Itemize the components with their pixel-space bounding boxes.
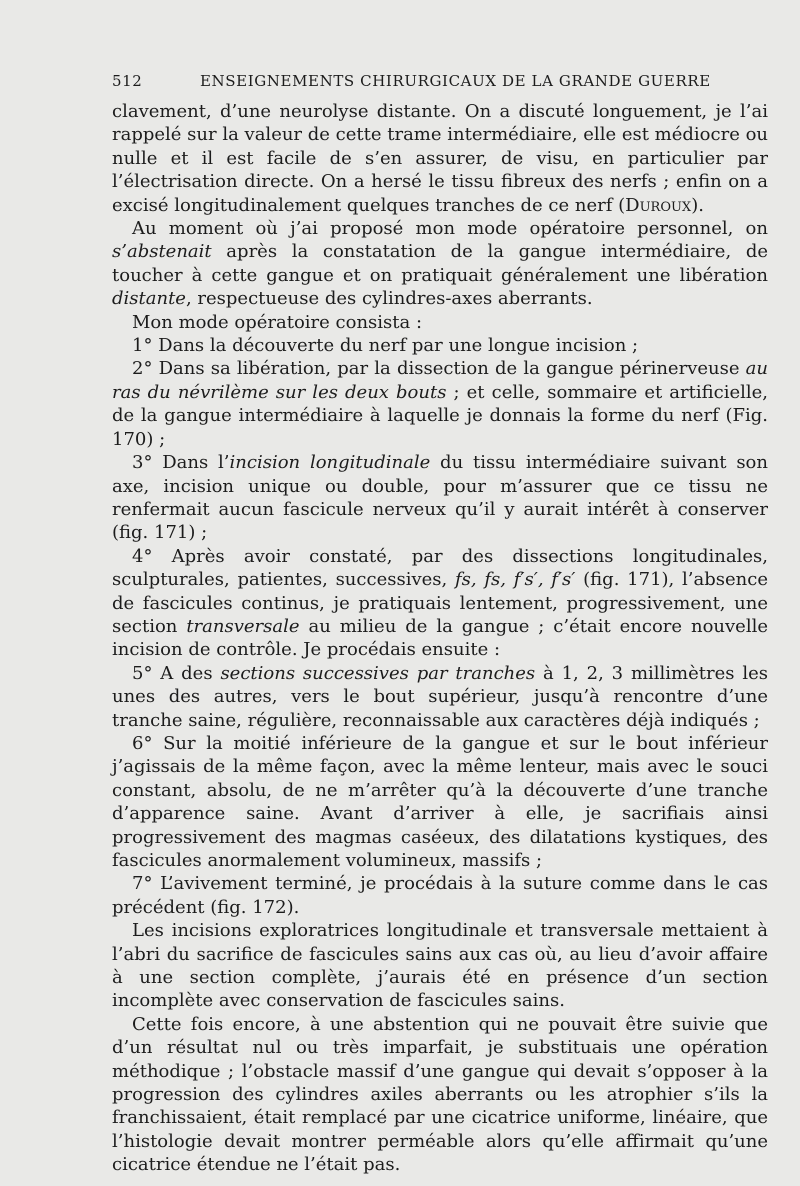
list-item: 7° L’avivement terminé, je procédais à la suture comme dans le cas précédent (fig. 172). bbox=[112, 873, 768, 918]
emphasis: fs, fs, f′s′, f′s′ bbox=[455, 569, 576, 591]
list-item: 3° Dans l’incision longitudinale du tissu intermédiaire suivant son axe, incision unique ou double, pour m’assurer que ce tissu ne renfermait aucun fascicule nerveux qu’il y aurait intérêt à conserver (fig. 171) ; bbox=[112, 452, 768, 544]
list-item: 2° Dans sa libération, par la dissection de la gangue périnerveuse au ras du névrilème sur les deux bouts ; et celle, sommaire et artificielle, de la gangue intermédiaire à laquelle je donnais la forme du nerf (Fig. 170) ; bbox=[112, 358, 769, 450]
paragraph: Au moment où j’ai proposé mon mode opératoire personnel, on s’abstenait après la constatation de la gangue intermédiaire, de toucher à cette gangue et on pratiquait généralement une libération distante, respectueuse des cylindres-axes aberrants. bbox=[112, 218, 768, 310]
paragraph-continuation: clavement, d’une neurolyse distante. On a discuté longuement, je l’ai rappelé sur la valeur de cette trame intermédiaire, elle est médiocre ou nulle et il est facile de s’en assurer, de visu, en particulier par l’électrisation directe. On a hersé le tissu fibreux des nerfs ; enfin on a excisé longitudinalement quelques tranches de ce nerf (Duroux). bbox=[112, 101, 768, 216]
paragraph: Les incisions exploratrices longitudinale et transversale mettaient à l’abri du sacrifice de fascicules sains aux cas où, au lieu d’avoir affaire à une section complète, j’aurais été en présence d’un section incomplète avec conservation de fascicules sains. bbox=[112, 920, 768, 1012]
list-item: 4° Après avoir constaté, par des dissections longitudinales, sculpturales, patientes, successives, fs, fs, f′s′, f′s′ (fig. 171), l’absence de fascicules continus, je pratiquais lentement, progressivement, une section transversale au milieu de la gangue ; c’était encore nouvelle incision de contrôle. Je procédais ensuite : bbox=[112, 545, 768, 661]
list-item: 1° Dans la découverte du nerf par une longue incision ; bbox=[132, 335, 639, 357]
emphasis: au ras du névrilème sur les deux bouts bbox=[112, 358, 768, 403]
running-header bbox=[112, 72, 752, 96]
emphasis: incision longitudinale bbox=[229, 452, 431, 474]
list-item: 5° A des sections successives par tranches à 1, 2, 3 millimètres les unes des autres, vers le bout supérieur, jusqu’à rencontre d’une tranche saine, régulière, reconnaissable aux caractères déjà indiqués ; bbox=[112, 662, 769, 731]
emphasis: distante bbox=[112, 288, 186, 310]
emphasis: transversale bbox=[186, 615, 300, 637]
emphasis: sections successives par tranches bbox=[220, 662, 536, 684]
page-number: 512 bbox=[112, 72, 143, 90]
list-item: 6° Sur la moitié inférieure de la gangue et sur le bout inférieur j’agissais de la même façon, avec la même lenteur, mais avec le souci constant, absolu, de ne m’arrêter qu’à la découverte d’une tranche d’apparence saine. Avant d’arriver à elle, je sacrifiais ainsi progressivement des magmas caséeux, des dilatations kystiques, des fascicules anormalement volumineux, massifs ; bbox=[112, 732, 768, 871]
paragraph: Cette fois encore, à une abstention qui ne pouvait être suivie que d’un résultat nul ou très imparfait, je substituais une opération méthodique ; l’obstacle massif d’une gangue qui devait s’opposer à la progression des cylindres axiles aberrants ou les atrophier s’ils la franchissaient, était remplacé par une cicatrice uniforme, linéaire, que l’histologie devait montrer perméable alors qu’elle affirmait qu’une cicatrice étendue ne l’était pas. bbox=[112, 1013, 768, 1176]
running-title: ENSEIGNEMENTS CHIRURGICAUX DE LA GRANDE GUERRE bbox=[200, 72, 711, 90]
emphasis: s’abstenait bbox=[112, 241, 212, 263]
paragraph: Mon mode opératoire consista : bbox=[132, 311, 423, 333]
body-text bbox=[112, 100, 768, 1177]
author-name: Duroux bbox=[625, 194, 692, 216]
